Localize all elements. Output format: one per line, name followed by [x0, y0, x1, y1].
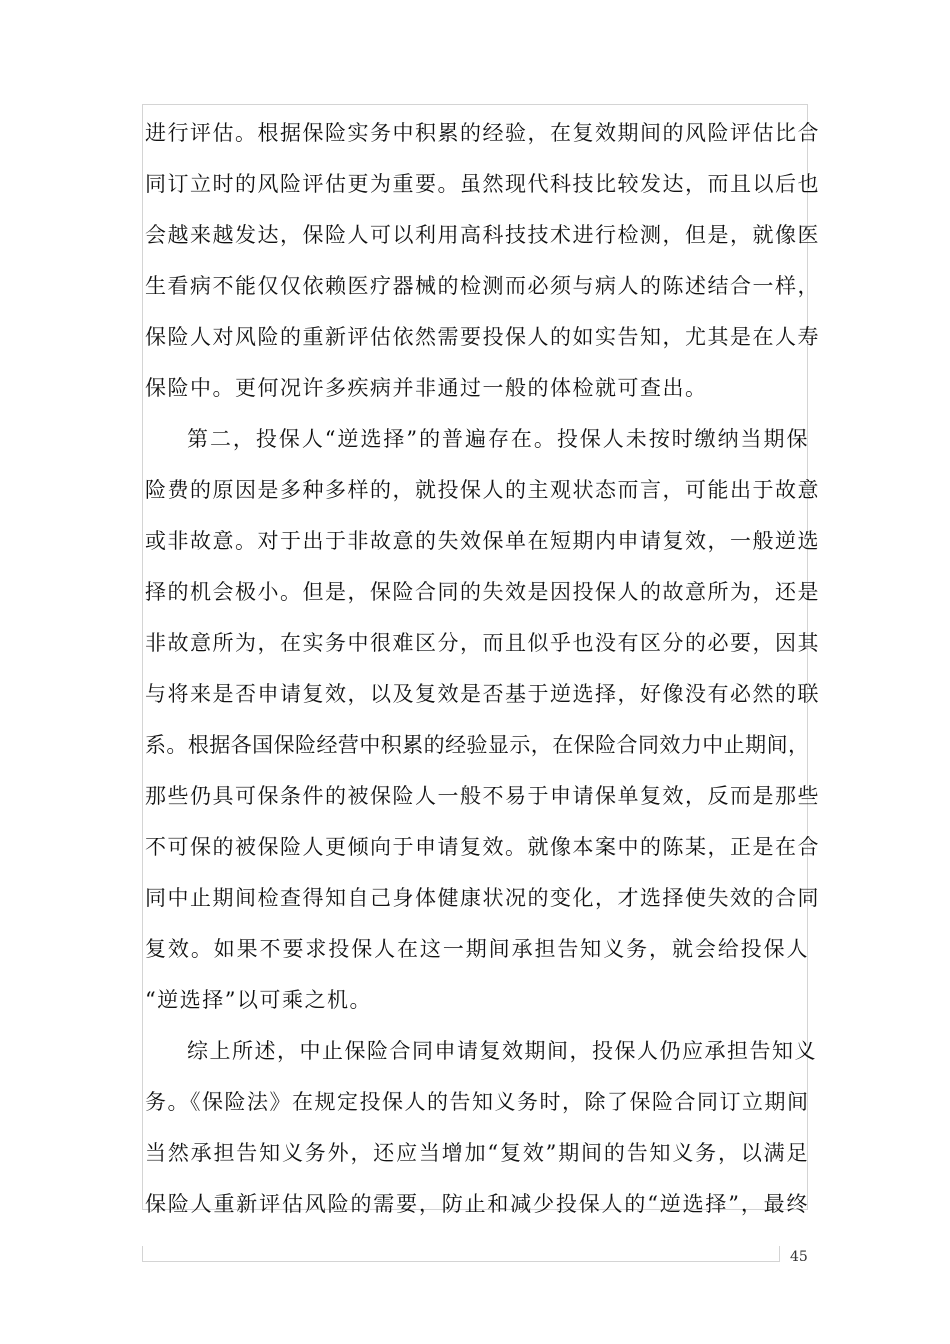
text-line: 非故意所为，在实务中很难区分，而且似乎也没有区分的必要，因其 [145, 631, 820, 655]
text-line: 保险中。更何况许多疾病并非通过一般的体检就可查出。 [145, 376, 708, 400]
paragraph-start-line: 第二，投保人“逆选择”的普遍存在。投保人未按时缴纳当期保 [187, 427, 809, 451]
text-line: 同中止期间检查得知自己身体健康状况的变化，才选择使失效的合同 [145, 886, 820, 910]
footer-rule [142, 1246, 780, 1262]
text-line: 生看病不能仅仅依赖医疗器械的检测而必须与病人的陈述结合一样， [145, 274, 820, 298]
text-line: 险费的原因是多种多样的，就投保人的主观状态而言，可能出于故意 [145, 478, 820, 502]
text-line: 进行评估。根据保险实务中积累的经验，在复效期间的风险评估比合 [145, 121, 820, 145]
text-line: 当然承担告知义务外，还应当增加“复效”期间的告知义务，以满足 [145, 1141, 809, 1165]
text-line: 同订立时的风险评估更为重要。虽然现代科技比较发达，而且以后也 [145, 172, 820, 196]
text-line: 保险人重新评估风险的需要，防止和减少投保人的“逆选择”，最终 [145, 1192, 809, 1216]
text-line: 择的机会极小。但是，保险合同的失效是因投保人的故意所为，还是 [145, 580, 820, 604]
text-line: “逆选择”以可乘之机。 [145, 988, 372, 1012]
text-line: 与将来是否申请复效，以及复效是否基于逆选择，好像没有必然的联 [145, 682, 820, 706]
text-line: 务。《保险法》在规定投保人的告知义务时，除了保险合同订立期间 [145, 1090, 810, 1114]
text-line: 或非故意。对于出于非故意的失效保单在短期内申请复效，一般逆选 [145, 529, 820, 553]
page-number: 45 [790, 1249, 808, 1265]
text-line: 不可保的被保险人更倾向于申请复效。就像本案中的陈某，正是在合 [145, 835, 820, 859]
paragraph-start-line: 综上所述，中止保险合同申请复效期间，投保人仍应承担告知义 [187, 1039, 817, 1063]
text-line: 复效。如果不要求投保人在这一期间承担告知义务，就会给投保人 [145, 937, 809, 961]
text-line: 系。根据各国保险经营中积累的经验显示，在保险合同效力中止期间， [145, 733, 809, 757]
text-line: 保险人对风险的重新评估依然需要投保人的如实告知，尤其是在人寿 [145, 325, 820, 349]
text-line: 会越来越发达，保险人可以利用高科技技术进行检测，但是，就像医 [145, 223, 820, 247]
text-line: 那些仍具可保条件的被保险人一般不易于申请保单复效，反而是那些 [145, 784, 820, 808]
